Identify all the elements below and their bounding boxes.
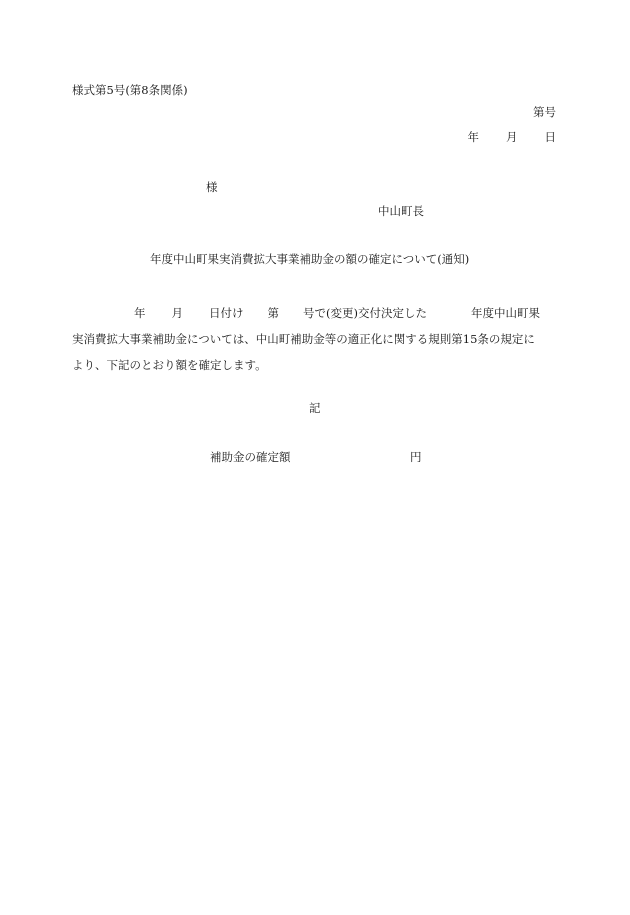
body-fiscal-year-text: 年度中山町果: [470, 306, 540, 320]
date-year-label: 年: [467, 130, 479, 144]
date-day-label: 日: [544, 130, 556, 144]
body-line-3: より、下記のとおり額を確定します。: [72, 358, 267, 372]
amount-unit-label: 円: [410, 450, 422, 464]
confirmed-amount-label: 補助金の確定額: [210, 450, 291, 464]
subject-title: 年度中山町果実消費拡大事業補助金の額の確定について(通知): [150, 252, 470, 266]
body-line-1: [72, 300, 558, 326]
body-number-prefix: 第: [267, 306, 279, 320]
form-number-label: 様式第5号(第8条関係): [72, 83, 188, 97]
body-decision-text: 号で(変更)交付決定した: [303, 306, 427, 320]
document-number-label: 第号: [533, 105, 556, 119]
body-date-suffix: 日付け: [209, 306, 244, 320]
body-year: 年: [134, 306, 146, 320]
addressee-suffix: 様: [206, 180, 218, 194]
date-month-label: 月: [506, 130, 518, 144]
sender-name: 中山町長: [378, 204, 424, 218]
note-heading: 記: [309, 401, 321, 415]
issue-date: [468, 129, 557, 145]
body-line-2: 実消費拡大事業補助金については、中山町補助金等の適正化に関する規則第15条の規定に: [72, 332, 535, 346]
body-month: 月: [171, 306, 183, 320]
body-paragraph: [72, 300, 558, 378]
